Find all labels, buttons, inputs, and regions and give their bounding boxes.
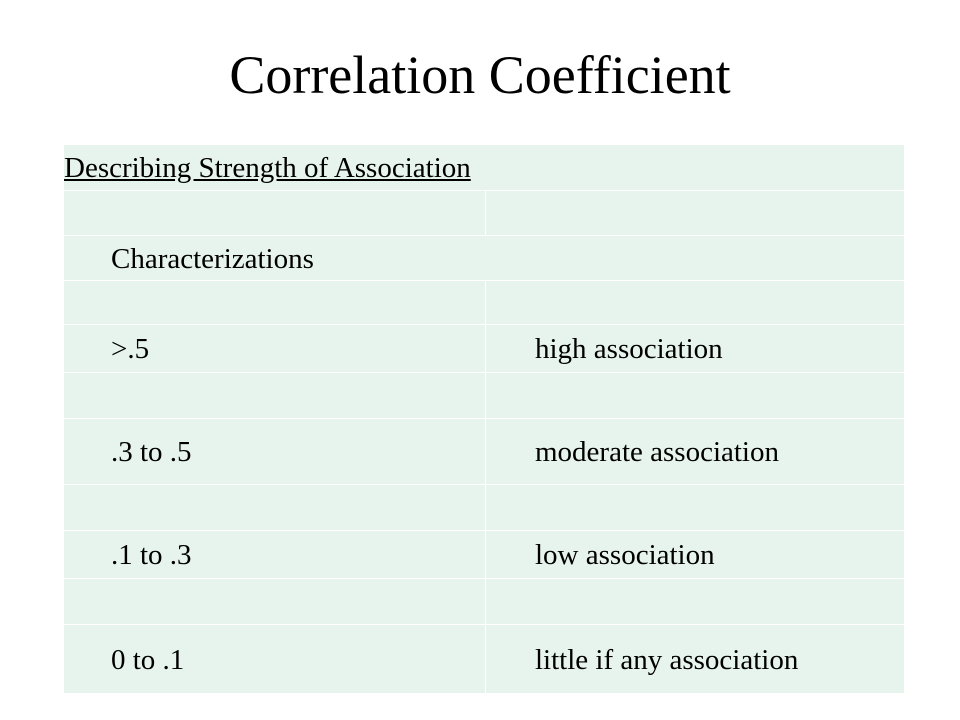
column-divider	[485, 419, 486, 485]
column-divider	[485, 191, 486, 236]
column-divider	[485, 579, 486, 625]
column-divider	[485, 281, 486, 325]
description-cell: moderate association	[535, 436, 779, 468]
description-cell: high association	[535, 333, 723, 365]
characterizations-row	[64, 235, 904, 281]
table-row	[64, 324, 904, 373]
column-divider	[485, 373, 486, 419]
table-heading-row	[64, 145, 904, 190]
table-spacer-row	[64, 578, 904, 625]
table-spacer-row	[64, 484, 904, 531]
column-divider	[485, 531, 486, 579]
column-divider	[485, 325, 486, 373]
table-row	[64, 418, 904, 485]
column-divider	[485, 485, 486, 531]
strength-table	[64, 145, 904, 693]
range-cell: 0 to .1	[111, 643, 185, 676]
column-divider	[485, 625, 486, 694]
characterizations-label: Characterizations	[111, 242, 314, 275]
range-cell: .1 to .3	[111, 539, 192, 571]
range-cell: >.5	[111, 333, 150, 365]
description-cell: low association	[535, 539, 715, 571]
description-cell: little if any association	[535, 643, 799, 676]
table-spacer-row	[64, 372, 904, 419]
table-row	[64, 624, 904, 694]
table-heading: Describing Strength of Association	[64, 152, 471, 184]
table-spacer-row	[64, 280, 904, 325]
slide-title: Correlation Coefficient	[229, 45, 731, 105]
table-spacer-row	[64, 190, 904, 236]
range-cell: .3 to .5	[111, 436, 192, 468]
table-row	[64, 530, 904, 579]
